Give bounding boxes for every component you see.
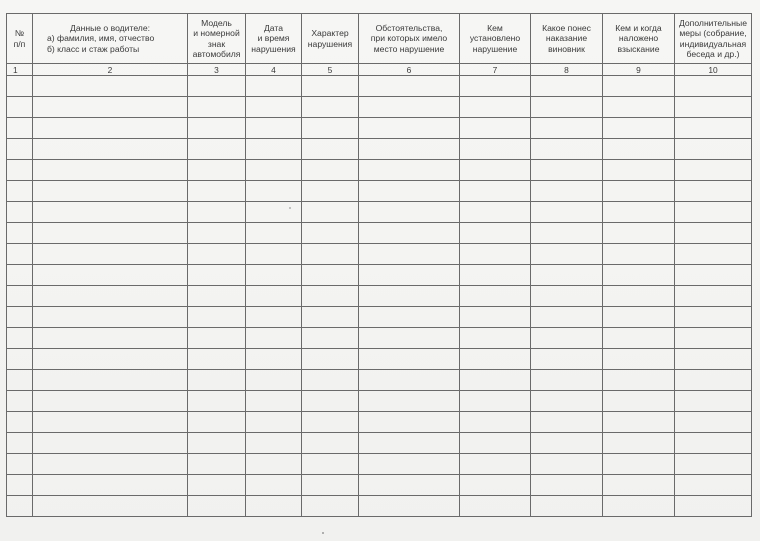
table-cell xyxy=(246,223,302,244)
paper-speck xyxy=(322,532,324,534)
table-cell xyxy=(33,349,188,370)
table-cell xyxy=(246,97,302,118)
table-cell xyxy=(460,76,531,97)
table-cell xyxy=(188,160,246,181)
header-text: Данные о водителе: xyxy=(70,22,150,33)
table-cell xyxy=(359,286,460,307)
table-cell xyxy=(460,139,531,160)
header-text: нарушение xyxy=(472,43,518,54)
table-cell xyxy=(675,328,752,349)
table-row xyxy=(7,286,752,307)
header-text: и время xyxy=(257,33,290,44)
table-cell xyxy=(188,370,246,391)
table-cell xyxy=(33,307,188,328)
table-cell xyxy=(675,76,752,97)
column-number: 4 xyxy=(246,64,302,76)
table-cell xyxy=(7,139,33,160)
header-text: Дополнительные xyxy=(678,17,748,28)
table-cell xyxy=(460,202,531,223)
table-cell xyxy=(246,160,302,181)
table-cell xyxy=(359,454,460,475)
table-cell xyxy=(246,412,302,433)
table-cell xyxy=(603,265,675,286)
header-text: п/п xyxy=(13,38,26,49)
table-cell xyxy=(675,265,752,286)
table-cell xyxy=(302,370,359,391)
table-cell xyxy=(359,223,460,244)
table-cell xyxy=(675,97,752,118)
table-cell xyxy=(531,139,603,160)
table-cell xyxy=(460,307,531,328)
table-cell xyxy=(675,244,752,265)
table-cell xyxy=(359,265,460,286)
table-cell xyxy=(603,433,675,454)
table-row xyxy=(7,97,752,118)
table-cell xyxy=(188,349,246,370)
table-cell xyxy=(460,181,531,202)
header-text: индивидуальная xyxy=(679,38,747,49)
table-cell xyxy=(188,307,246,328)
table-row xyxy=(7,223,752,244)
table-cell xyxy=(531,202,603,223)
table-cell xyxy=(460,118,531,139)
table-cell xyxy=(7,244,33,265)
table-cell xyxy=(603,328,675,349)
table-cell xyxy=(7,223,33,244)
table-cell xyxy=(33,160,188,181)
header-text: автомобиля xyxy=(192,49,241,59)
table-cell xyxy=(603,286,675,307)
table-cell xyxy=(7,160,33,181)
header-col-5 xyxy=(302,14,359,64)
table-cell xyxy=(359,307,460,328)
table-cell xyxy=(33,97,188,118)
table-cell xyxy=(33,454,188,475)
table-cell xyxy=(460,223,531,244)
header-col-2 xyxy=(33,14,188,64)
header-text: Дата xyxy=(263,22,284,33)
table-cell xyxy=(359,97,460,118)
table-cell xyxy=(246,244,302,265)
table-row xyxy=(7,76,752,97)
table-cell xyxy=(246,475,302,496)
table-cell xyxy=(246,454,302,475)
table-row xyxy=(7,265,752,286)
table-cell xyxy=(246,265,302,286)
table-cell xyxy=(302,76,359,97)
header-text: б) класс и стаж работы xyxy=(47,43,140,54)
table-cell xyxy=(460,412,531,433)
table-cell xyxy=(33,244,188,265)
table-cell xyxy=(302,202,359,223)
table-row xyxy=(7,391,752,412)
table-cell xyxy=(33,286,188,307)
table-cell xyxy=(359,202,460,223)
table-cell xyxy=(675,454,752,475)
header-col-3 xyxy=(188,14,246,64)
table-cell xyxy=(302,307,359,328)
table-cell xyxy=(188,97,246,118)
table-cell xyxy=(675,139,752,160)
table-cell xyxy=(460,286,531,307)
violations-log-table xyxy=(6,13,752,517)
column-number: 10 xyxy=(675,64,752,76)
table-cell xyxy=(7,433,33,454)
table-cell xyxy=(7,307,33,328)
table-cell xyxy=(675,307,752,328)
table-cell xyxy=(246,370,302,391)
table-cell xyxy=(531,76,603,97)
column-number-row xyxy=(7,64,752,76)
table-body xyxy=(7,64,752,517)
table-cell xyxy=(7,97,33,118)
table-cell xyxy=(603,349,675,370)
table-cell xyxy=(359,370,460,391)
table-cell xyxy=(531,391,603,412)
header-col-1 xyxy=(7,14,33,64)
table-cell xyxy=(359,475,460,496)
column-number: 5 xyxy=(302,64,359,76)
table-cell xyxy=(302,454,359,475)
column-number: 3 xyxy=(188,64,246,76)
table-row xyxy=(7,412,752,433)
table-cell xyxy=(531,265,603,286)
table-cell xyxy=(531,181,603,202)
table-cell xyxy=(7,454,33,475)
paper-speck xyxy=(289,207,291,209)
table-cell xyxy=(33,391,188,412)
table-cell xyxy=(675,370,752,391)
table-cell xyxy=(603,370,675,391)
table-cell xyxy=(675,286,752,307)
table-cell xyxy=(246,286,302,307)
header-col-7 xyxy=(460,14,531,64)
table-cell xyxy=(246,76,302,97)
table-cell xyxy=(246,349,302,370)
header-text: Какое понес xyxy=(542,22,591,33)
column-number: 1 xyxy=(7,64,33,76)
table-cell xyxy=(531,328,603,349)
table-cell xyxy=(188,202,246,223)
table-cell xyxy=(302,496,359,517)
table-cell xyxy=(33,76,188,97)
table-cell xyxy=(603,412,675,433)
table-cell xyxy=(246,496,302,517)
table-cell xyxy=(531,307,603,328)
table-cell xyxy=(7,328,33,349)
header-col-4 xyxy=(246,14,302,64)
table-cell xyxy=(603,139,675,160)
column-number: 9 xyxy=(603,64,675,76)
header-text: Кем xyxy=(487,22,503,33)
header-text: и номерной xyxy=(193,28,240,38)
table-cell xyxy=(359,181,460,202)
table-cell xyxy=(188,244,246,265)
table-cell xyxy=(359,349,460,370)
table-cell xyxy=(460,454,531,475)
table-cell xyxy=(603,244,675,265)
table-cell xyxy=(7,286,33,307)
table-cell xyxy=(188,118,246,139)
table-cell xyxy=(33,265,188,286)
table-cell xyxy=(33,412,188,433)
table-cell xyxy=(460,328,531,349)
header-text: наказание xyxy=(545,33,588,44)
table-cell xyxy=(603,307,675,328)
table-cell xyxy=(359,328,460,349)
table-cell xyxy=(359,76,460,97)
header-text: Обстоятельства, xyxy=(375,22,443,33)
table-cell xyxy=(603,160,675,181)
table-cell xyxy=(302,139,359,160)
table-cell xyxy=(359,118,460,139)
header-text: виновник xyxy=(548,43,585,54)
table-cell xyxy=(603,181,675,202)
table-cell xyxy=(460,244,531,265)
table-cell xyxy=(188,265,246,286)
table-row xyxy=(7,202,752,223)
table-cell xyxy=(302,433,359,454)
table-cell xyxy=(7,370,33,391)
table-row xyxy=(7,328,752,349)
header-text: № xyxy=(14,28,25,38)
table-cell xyxy=(33,433,188,454)
table-cell xyxy=(302,223,359,244)
table-cell xyxy=(302,391,359,412)
table-cell xyxy=(7,391,33,412)
header-text: место нарушение xyxy=(373,43,445,54)
table-cell xyxy=(246,307,302,328)
table-cell xyxy=(460,349,531,370)
table-cell xyxy=(675,181,752,202)
header-col-10 xyxy=(675,14,752,64)
table-row xyxy=(7,244,752,265)
table-cell xyxy=(246,433,302,454)
table-cell xyxy=(675,496,752,517)
table-cell xyxy=(7,76,33,97)
table-cell xyxy=(33,496,188,517)
table-cell xyxy=(302,328,359,349)
table-cell xyxy=(603,454,675,475)
table-cell xyxy=(33,118,188,139)
table-cell xyxy=(531,97,603,118)
table-cell xyxy=(359,433,460,454)
header-text: а) фамилия, имя, отчество xyxy=(47,33,155,44)
table-row xyxy=(7,139,752,160)
table-cell xyxy=(603,118,675,139)
table-cell xyxy=(531,412,603,433)
table-cell xyxy=(302,244,359,265)
table-cell xyxy=(460,97,531,118)
column-number: 6 xyxy=(359,64,460,76)
table-cell xyxy=(460,370,531,391)
table-cell xyxy=(246,202,302,223)
table-cell xyxy=(460,496,531,517)
header-text: наложено xyxy=(618,33,659,44)
table-cell xyxy=(7,412,33,433)
table-cell xyxy=(7,496,33,517)
table-cell xyxy=(675,223,752,244)
table-cell xyxy=(460,433,531,454)
table-cell xyxy=(7,181,33,202)
table-cell xyxy=(603,496,675,517)
table-cell xyxy=(7,265,33,286)
header-col-8 xyxy=(531,14,603,64)
table-cell xyxy=(302,160,359,181)
table-cell xyxy=(302,181,359,202)
table-row xyxy=(7,454,752,475)
table-cell xyxy=(359,244,460,265)
table-cell xyxy=(675,349,752,370)
table-cell xyxy=(7,202,33,223)
table-row xyxy=(7,496,752,517)
table-cell xyxy=(675,475,752,496)
table-cell xyxy=(246,328,302,349)
header-text: при которых имело xyxy=(370,33,448,44)
table-cell xyxy=(188,223,246,244)
table-cell xyxy=(246,139,302,160)
table-cell xyxy=(531,496,603,517)
table-cell xyxy=(675,433,752,454)
table-cell xyxy=(603,223,675,244)
table-cell xyxy=(188,475,246,496)
table-cell xyxy=(33,370,188,391)
table-cell xyxy=(603,97,675,118)
table-cell xyxy=(603,391,675,412)
table-cell xyxy=(531,475,603,496)
table-cell xyxy=(302,475,359,496)
table-cell xyxy=(33,202,188,223)
table-cell xyxy=(302,412,359,433)
header-text: Кем и когда xyxy=(615,22,662,33)
table-cell xyxy=(302,286,359,307)
table-cell xyxy=(531,370,603,391)
table-cell xyxy=(33,328,188,349)
header-text: Характер xyxy=(311,28,349,38)
table-cell xyxy=(246,391,302,412)
table-cell xyxy=(675,391,752,412)
table-cell xyxy=(188,139,246,160)
table-cell xyxy=(531,244,603,265)
table-cell xyxy=(302,265,359,286)
table-cell xyxy=(675,412,752,433)
table-row xyxy=(7,160,752,181)
table-cell xyxy=(531,118,603,139)
table-cell xyxy=(33,475,188,496)
header-text: нарушения xyxy=(307,38,353,49)
table-cell xyxy=(302,349,359,370)
table-cell xyxy=(33,139,188,160)
header-text: установлено xyxy=(469,33,521,44)
table-row xyxy=(7,370,752,391)
table-cell xyxy=(302,118,359,139)
table-cell xyxy=(188,391,246,412)
table-cell xyxy=(188,412,246,433)
table-cell xyxy=(359,412,460,433)
table-cell xyxy=(33,223,188,244)
table-cell xyxy=(188,76,246,97)
table-cell xyxy=(7,349,33,370)
table-cell xyxy=(531,349,603,370)
header-row xyxy=(7,14,752,64)
table-cell xyxy=(359,160,460,181)
table-cell xyxy=(675,118,752,139)
table-cell xyxy=(531,223,603,244)
header-text: взыскание xyxy=(617,43,660,54)
table-cell xyxy=(188,286,246,307)
header-text: Модель xyxy=(201,17,232,28)
table-cell xyxy=(7,118,33,139)
table-cell xyxy=(460,391,531,412)
table-cell xyxy=(460,475,531,496)
table-cell xyxy=(359,496,460,517)
table-row xyxy=(7,475,752,496)
header-text: меры (собрание, xyxy=(679,28,747,38)
table-cell xyxy=(246,181,302,202)
table-cell xyxy=(531,454,603,475)
table-cell xyxy=(531,160,603,181)
column-number: 8 xyxy=(531,64,603,76)
table-cell xyxy=(359,391,460,412)
column-number: 7 xyxy=(460,64,531,76)
table-cell xyxy=(188,454,246,475)
table-cell xyxy=(675,160,752,181)
table-row xyxy=(7,118,752,139)
table-row xyxy=(7,433,752,454)
header-text: беседа и др.) xyxy=(686,49,740,59)
table-cell xyxy=(359,139,460,160)
table-cell xyxy=(33,181,188,202)
table-cell xyxy=(603,202,675,223)
table-cell xyxy=(460,265,531,286)
table-cell xyxy=(603,76,675,97)
table-cell xyxy=(603,475,675,496)
header-col-6 xyxy=(359,14,460,64)
table-cell xyxy=(531,433,603,454)
table-cell xyxy=(460,160,531,181)
table-cell xyxy=(188,328,246,349)
header-col-9 xyxy=(603,14,675,64)
table-row xyxy=(7,349,752,370)
column-number: 2 xyxy=(33,64,188,76)
table-cell xyxy=(675,202,752,223)
table-row xyxy=(7,307,752,328)
table-cell xyxy=(188,496,246,517)
table-cell xyxy=(188,433,246,454)
header-text: нарушения xyxy=(251,43,296,54)
table-cell xyxy=(531,286,603,307)
table-cell xyxy=(246,118,302,139)
table-cell xyxy=(7,475,33,496)
table-cell xyxy=(188,181,246,202)
table-cell xyxy=(302,97,359,118)
table-row xyxy=(7,181,752,202)
header-text: знак xyxy=(207,38,226,49)
